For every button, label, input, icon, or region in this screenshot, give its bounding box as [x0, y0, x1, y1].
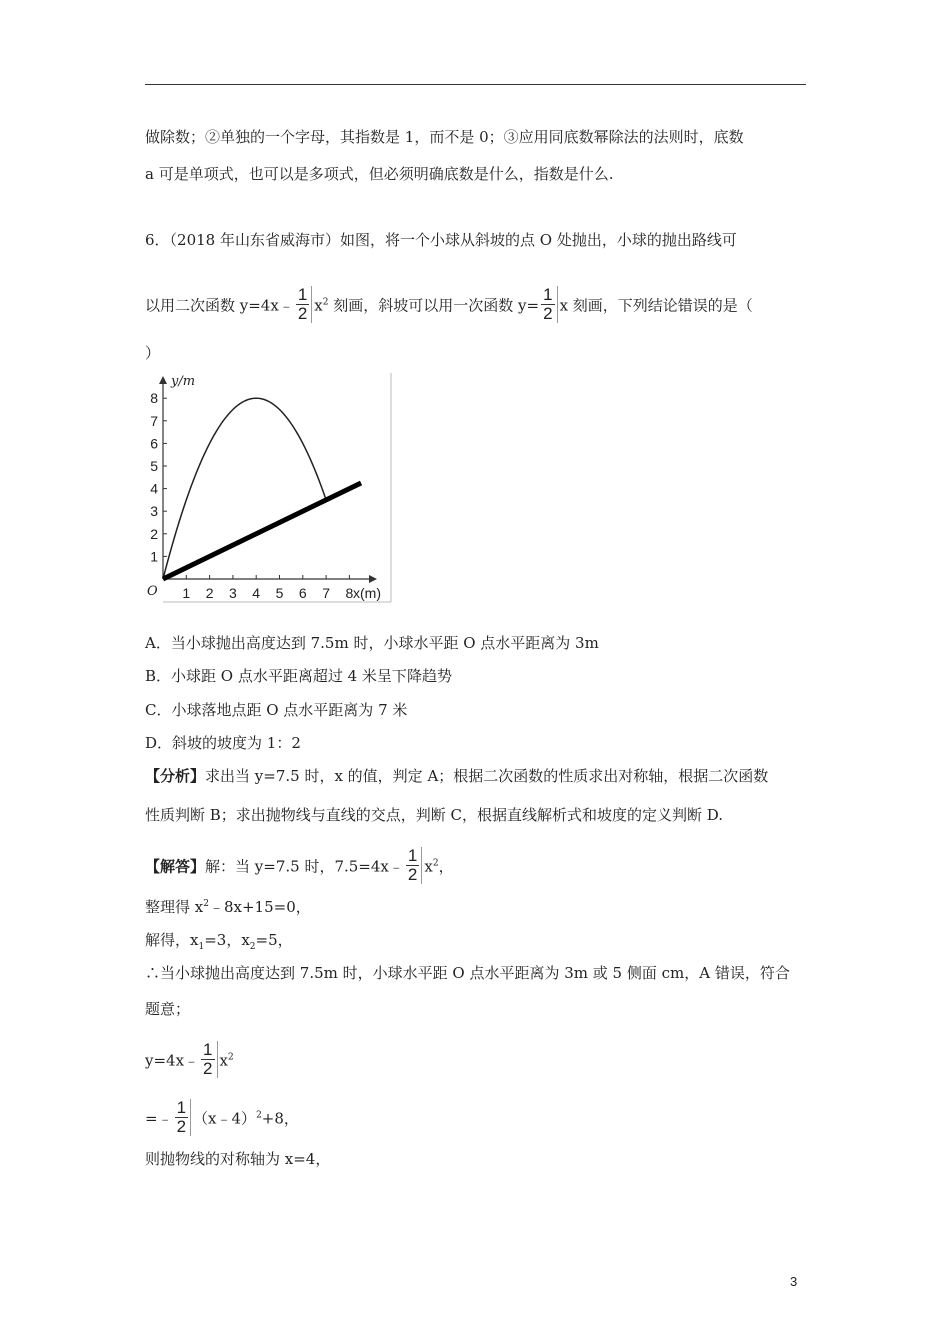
prev-paragraph-line-2: a 可是单项式，也可以是多项式，但必须明确底数是什么，指数是什么.	[145, 165, 614, 183]
x-axis-arrow	[369, 575, 377, 583]
solution-line-6	[145, 1040, 234, 1080]
parabola-curve	[163, 398, 326, 579]
fraction-half	[406, 847, 422, 884]
solution-text-3a: 解得，x	[145, 931, 199, 949]
y-tick-label: 8	[150, 390, 158, 407]
solution-text-1c: ，	[438, 857, 454, 876]
x-tick-label: 7	[322, 585, 330, 601]
fraction-denominator: 2	[176, 1117, 187, 1136]
fraction-half	[541, 286, 557, 323]
question-text-b: x	[314, 296, 323, 315]
x-tick-label: 8	[345, 585, 354, 601]
y-tick-label: 5	[150, 458, 158, 474]
analysis-line-1	[145, 766, 768, 786]
y-tick-label: 2	[150, 525, 158, 542]
fraction-denominator: 2	[543, 304, 553, 323]
solution-text-6b: x	[219, 1051, 228, 1070]
solution-line-3	[145, 930, 293, 950]
origin-label: O	[147, 584, 158, 599]
solution-line-8: 则抛物线的对称轴为 x=4，	[145, 1150, 331, 1168]
exponent: 2	[256, 1110, 262, 1121]
fraction-numerator: 1	[407, 846, 418, 865]
exponent: 2	[322, 297, 329, 308]
x-tick-label: 6	[298, 585, 307, 601]
solution-text-3b: =3，x	[204, 931, 250, 949]
exponent: 2	[227, 1052, 234, 1063]
fraction-half	[175, 1099, 191, 1136]
question-line-3: ）	[145, 344, 161, 362]
subscript-1: 1	[198, 942, 205, 952]
fraction-denominator: 2	[203, 1059, 213, 1078]
prev-paragraph-line-1: 做除数；②单独的一个字母，其指数是 1，而不是 0；③应用同底数幂除法的法则时，底数	[145, 128, 744, 146]
solution-text-2b: ﹣8x+15=0，	[208, 898, 311, 916]
x-axis-label: x(m)	[353, 585, 381, 601]
y-tick-label: 3	[150, 503, 158, 520]
option-d: D．斜坡的坡度为 1：2	[145, 734, 301, 752]
y-tick-label: 6	[150, 435, 158, 452]
subscript-2: 2	[249, 942, 256, 952]
solution-text-6a: y=4x﹣	[145, 1051, 200, 1070]
fraction-numerator: 1	[297, 285, 308, 304]
option-a: A．当小球抛出高度达到 7.5m 时，小球水平距 O 点水平距离为 3m	[145, 634, 599, 652]
fraction-half	[201, 1041, 217, 1078]
y-axis-label: y/m	[171, 374, 196, 389]
solution-text-3c: =5，	[255, 931, 293, 949]
x-tick-label: 1	[182, 585, 191, 601]
x-tick-label: 3	[229, 585, 237, 601]
question-text-c: 刻画，斜坡可以用一次函数 y=	[328, 296, 540, 315]
analysis-line-2: 性质判断 B；求出抛物线与直线的交点，判断 C，根据直线解析式和坡度的定义判断 D.	[145, 806, 724, 824]
x-tick-label: 4	[252, 585, 261, 601]
fraction-denominator: 2	[297, 304, 308, 323]
question-text-d: x 刻画，下列结论错误的是（	[559, 296, 753, 315]
solution-line-5: 题意；	[145, 1000, 191, 1018]
fraction-numerator: 1	[543, 285, 553, 304]
solution-text-7c: +8，	[261, 1109, 299, 1128]
exponent: 2	[203, 899, 209, 909]
option-c: C．小球落地点距 O 点水平距离为 7 米	[145, 701, 408, 719]
slope-line	[163, 483, 361, 579]
header-rule	[145, 84, 806, 85]
solution-line-1	[145, 846, 454, 886]
x-tick-label: 5	[275, 585, 284, 601]
solution-text-7a: =﹣	[145, 1109, 173, 1128]
solution-text-1a: 解：当 y=7.5 时，7.5=4x﹣	[205, 857, 404, 876]
solution-text-1b: x	[424, 857, 433, 876]
analysis-label: 【分析】	[145, 767, 206, 785]
solution-line-2	[145, 897, 311, 917]
y-tick-label: 7	[150, 412, 158, 429]
analysis-text-1: 求出当 y=7.5 时，x 的值，判定 A；根据二次函数的性质求出对称轴，根据二次函数	[205, 767, 769, 785]
solution-text-2a: 整理得 x	[145, 898, 204, 916]
solution-text-7b: （x﹣4）	[193, 1109, 257, 1128]
solution-label: 【解答】	[145, 857, 206, 876]
solution-line-4: ∴当小球抛出高度达到 7.5m 时，小球水平距 O 点水平距离为 3m 或 5 侧面 cm，A 错误，符合	[145, 964, 790, 982]
fraction-half	[296, 286, 312, 323]
question-line-2	[145, 285, 753, 325]
y-tick-label: 4	[150, 480, 158, 497]
y-axis-arrow	[159, 376, 167, 384]
y-tick-label: 1	[150, 548, 158, 565]
x-tick-label: 2	[205, 585, 214, 601]
solution-line-7	[145, 1098, 299, 1138]
fraction-denominator: 2	[407, 865, 418, 884]
question-text-a: 以用二次函数 y=4x﹣	[145, 296, 294, 315]
parabola-slope-chart	[141, 372, 393, 604]
fraction-numerator: 1	[176, 1098, 187, 1117]
fraction-numerator: 1	[203, 1040, 213, 1059]
question-line-1: 6．（2018 年山东省威海市）如图，将一个小球从斜坡的点 O 处抛出，小球的抛出路线可	[145, 231, 737, 249]
exponent: 2	[432, 858, 439, 869]
page-number: 3	[790, 1274, 798, 1289]
option-b: B．小球距 O 点水平距离超过 4 米呈下降趋势	[145, 667, 452, 685]
